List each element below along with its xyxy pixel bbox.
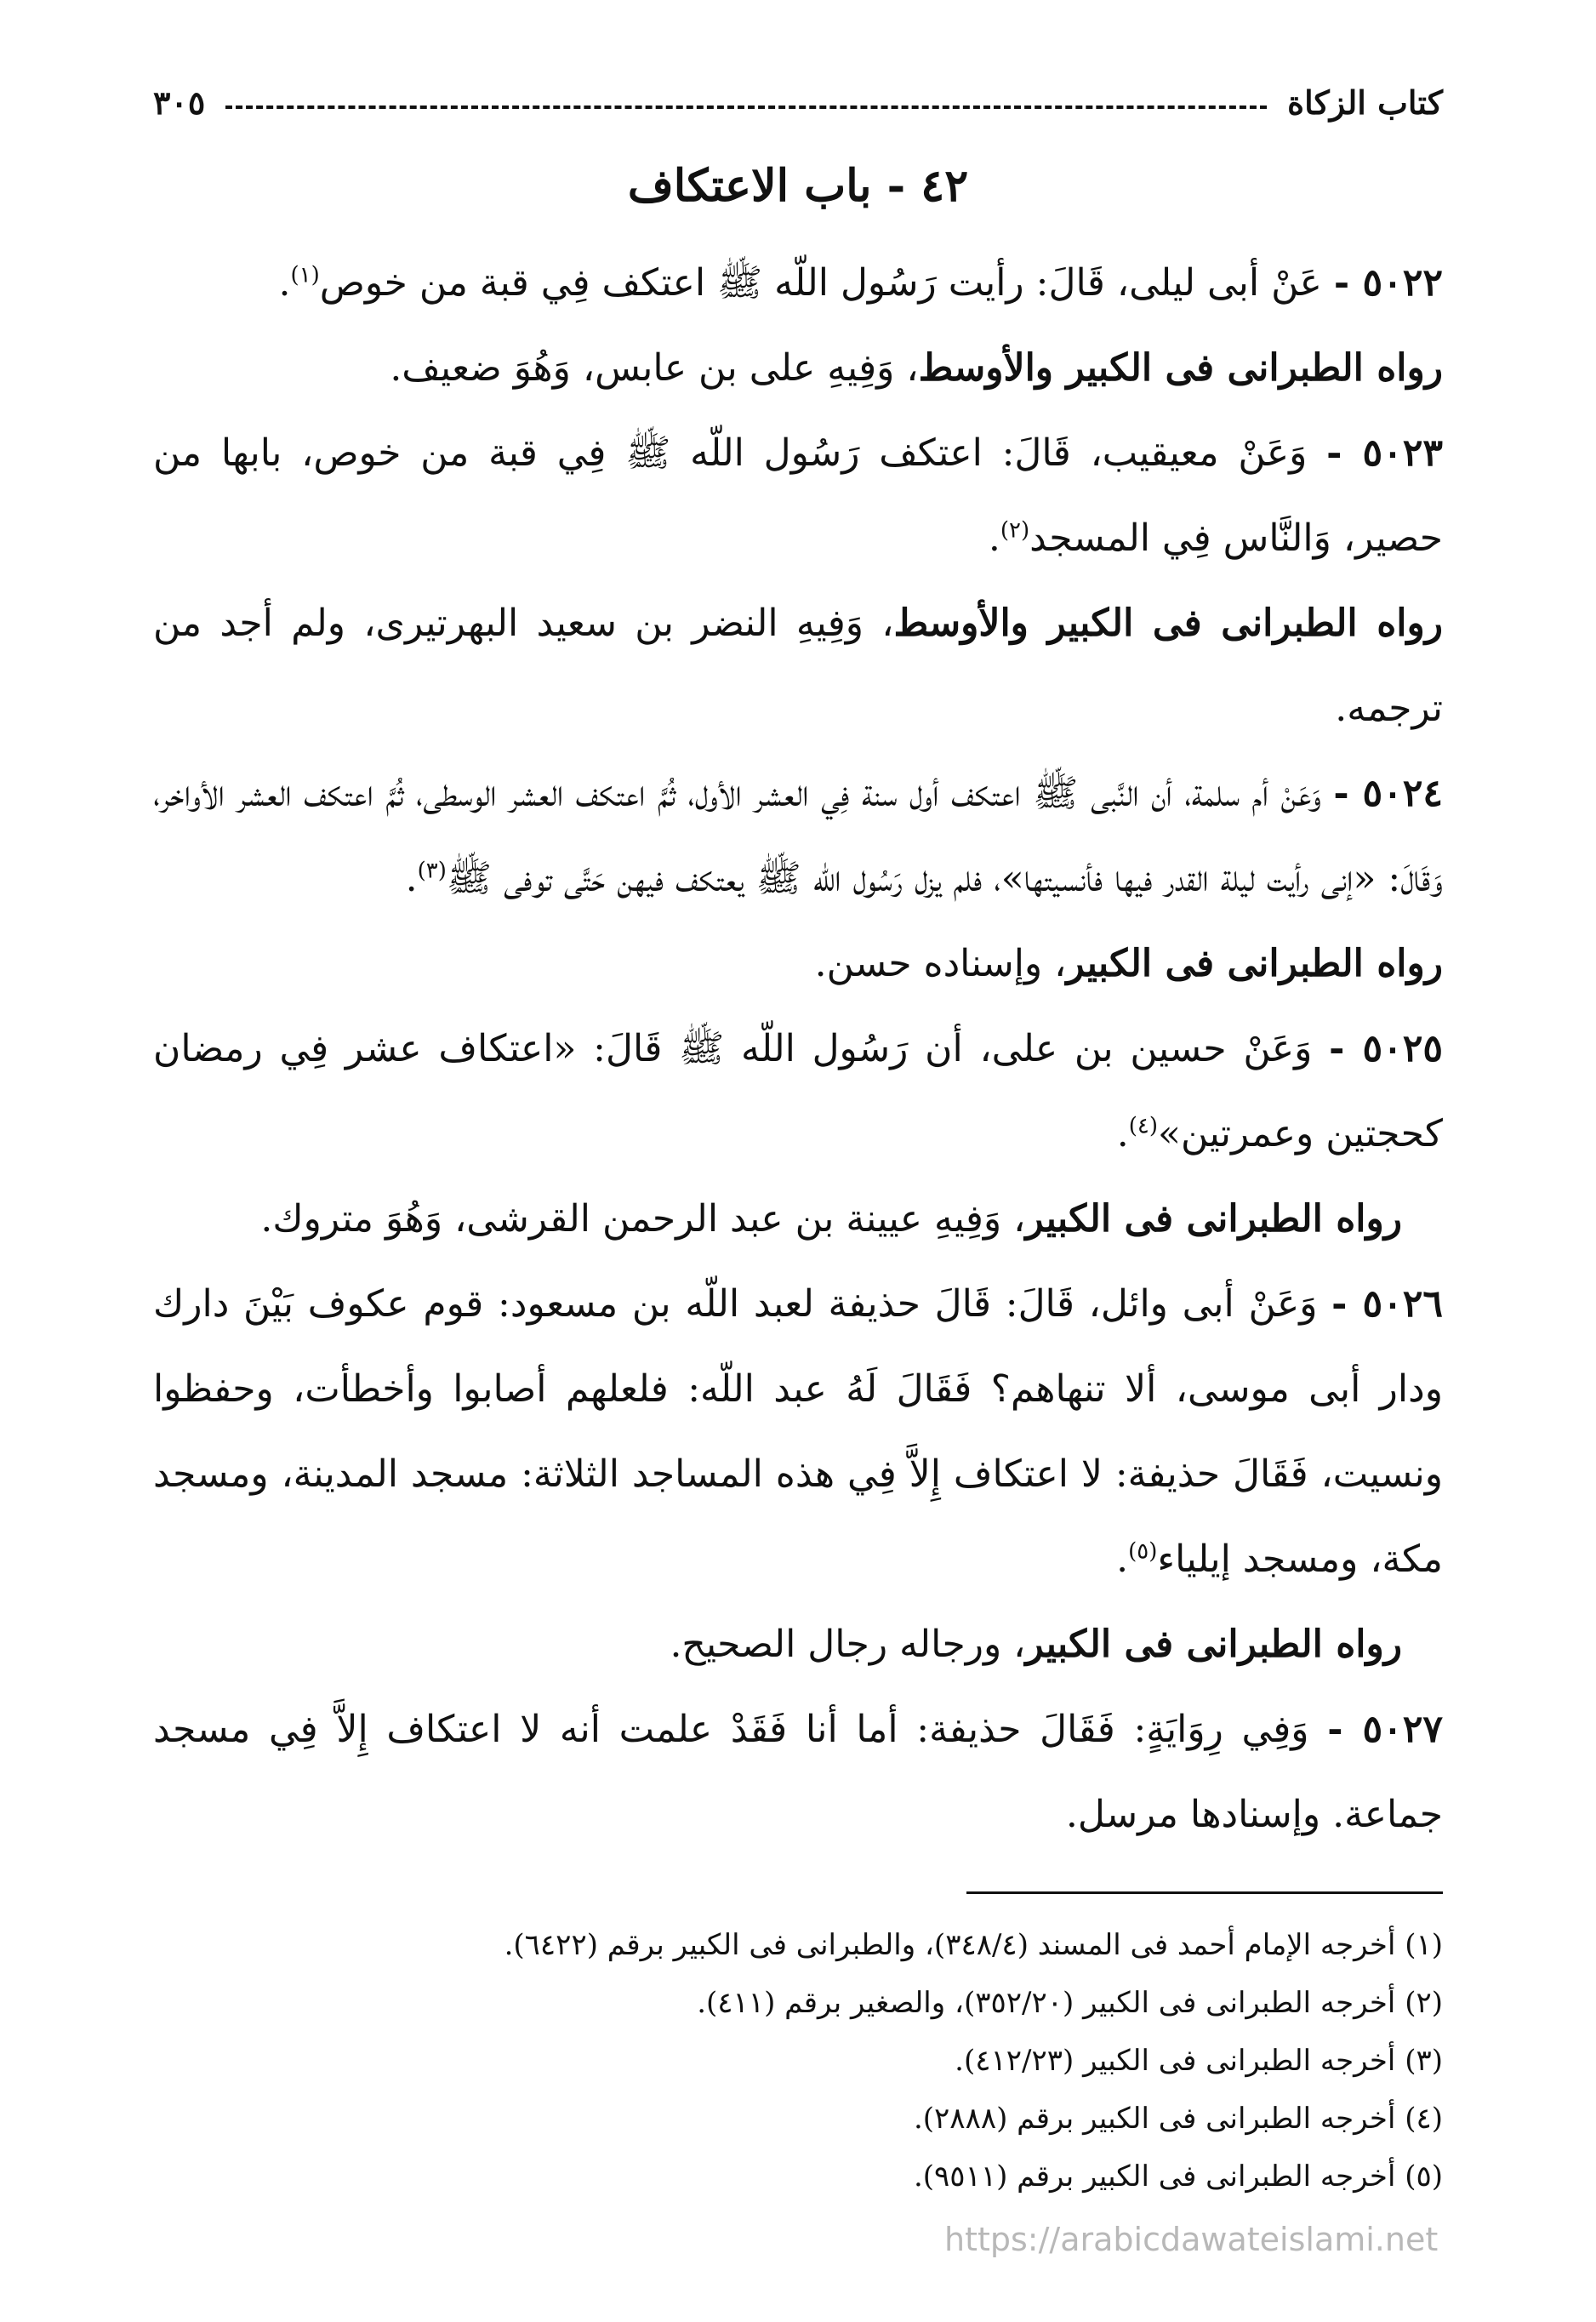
footnote-ref: (٢) [1000,517,1030,544]
source-5022 [153,326,1443,411]
sentence-end: . [405,857,418,900]
footnote-2: (٢) أخرجه الطبرانى فى الكبير (٣٥٢/٢٠)، والصغير برقم (٤١١). [697,1986,1443,2020]
hadith-number: ٥٠٢٥ - [1329,1027,1443,1070]
sentence-end: . [1116,1538,1129,1581]
source-label: رواه الطبرانى فى الكبير [1066,942,1443,985]
hadith-5026 [153,1262,1443,1602]
source-text: ، ورجاله رجال الصحيح. [670,1623,1026,1666]
hadith-text: وَفِي رِوَايَةٍ: فَقَالَ حذيفة: أما أنا فَقَدْ علمت أنه لا اعتكاف إِلاَّ فِي مسجد جماعة. وإسنادها مرسل. [153,1708,1443,1836]
source-5023 [153,581,1443,751]
source-text: ، وَفِيهِ النضر بن سعيد البهرتيرى، ولم أجد من ترجمه. [153,602,1443,730]
hadith-5025 [153,1007,1443,1177]
source-5025 [153,1177,1443,1262]
footnote-4: (٤) أخرجه الطبرانى فى الكبير برقم (٢٨٨٨). [913,2102,1443,2136]
source-5024 [153,921,1443,1007]
source-label: رواه الطبرانى فى الكبير والأوسط [918,346,1443,390]
source-5026 [153,1602,1443,1687]
header-dashed-rule [225,106,1267,109]
hadith-5022 [153,241,1443,326]
hadith-number: ٥٠٢٣ - [1326,431,1443,475]
footnote-ref: (٤) [1128,1113,1159,1139]
hadith-number: ٥٠٢٤ - [1333,772,1443,815]
hadith-5027 [153,1687,1443,1857]
hadith-text: وَعَنْ أم سلمة، أن النَّبى ﷺ اعتكف أول سنة فِي العشر الأول، ثُمَّ اعتكف العشر الوسطى، ثُمَّ اعتكف العشر الأواخر، وَقَالَ: «إنى رأيت ليلة القدر فيها فأنسيتها»، فلم يزل رَسُول اللّه ﷺ يعتكف فيهن حَتَّى توفى ﷺ [153,772,1443,900]
footnote-separator [966,1891,1443,1894]
source-text: ، وَفِيهِ على بن عابس، وَهُوَ ضعيف. [390,346,919,390]
page-number: ٣٠٥ [153,83,206,122]
hadith-text: وَعَنْ معيقيب، قَالَ: اعتكف رَسُول اللّه ﷺ فِي قبة من خوص، بابها من حصير، وَالنَّاس فِي المسجد [153,431,1443,560]
hadith-text: وَعَنْ أبى وائل، قَالَ: قَالَ حذيفة لعبد اللّه بن مسعود: قوم عكوف بَيْنَ دارك ودار أبى موسى، ألا تنهاهم؟ فَقَالَ لَهُ عبد اللّه: فلعلهم أصابوا وأخطأت، وحفظوا ونسيت، فَقَالَ حذيفة: لا اعتكاف إِلاَّ فِي هذه المساجد الثلاثة: مسجد المدينة، ومسجد مكة، ومسجد إيلياء [153,1282,1443,1581]
footnote-ref: (١) [290,262,320,288]
sentence-end: . [1116,1112,1129,1155]
site-watermark: https://arabicdawateislami.net [944,2221,1439,2258]
footnote-ref: (٥) [1128,1538,1158,1565]
footnote-3: (٣) أخرجه الطبرانى فى الكبير (٤١٢/٢٣). [955,2044,1443,2078]
source-label: رواه الطبرانى فى الكبير [1025,1623,1402,1666]
footnote-1: (١) أخرجه الإمام أحمد فى المسند (٣٤٨/٤)، والطبرانى فى الكبير برقم (٦٤٢٢). [504,1928,1443,1962]
source-text: ، وإسناده حسن. [814,942,1067,985]
footnote-ref: (٣) [417,858,447,884]
hadith-text: عَنْ أبى ليلى، قَالَ: رأيت رَسُول اللّه ﷺ اعتكف فِي قبة من خوص [319,261,1334,305]
source-text: ، وَفِيهِ عيينة بن عبد الرحمن القرشى، وَهُوَ متروك. [260,1197,1026,1241]
hadith-number: ٥٠٢٧ - [1327,1708,1443,1751]
running-header [153,75,1443,129]
hadith-number: ٥٠٢٦ - [1331,1282,1443,1326]
hadith-5024 [153,751,1443,921]
book-section-title: كتاب الزكاة [1287,83,1443,122]
footnotes [153,1916,1443,2205]
source-label: رواه الطبرانى فى الكبير والأوسط [893,602,1444,645]
hadith-body [153,241,1443,1857]
hadith-text: وَعَنْ حسين بن على، أن رَسُول اللّه ﷺ قَالَ: «اعتكاف عشر فِي رمضان كحجتين وعمرتين» [153,1027,1443,1155]
sentence-end: . [988,516,1000,560]
chapter-title: ٤٢ - باب الاعتكاف [627,160,969,212]
hadith-number: ٥٠٢٢ - [1333,261,1443,305]
hadith-5023 [153,411,1443,581]
source-label: رواه الطبرانى فى الكبير [1025,1197,1402,1241]
footnote-5: (٥) أخرجه الطبرانى فى الكبير برقم (٩٥١١). [913,2159,1443,2194]
sentence-end: . [278,261,291,305]
